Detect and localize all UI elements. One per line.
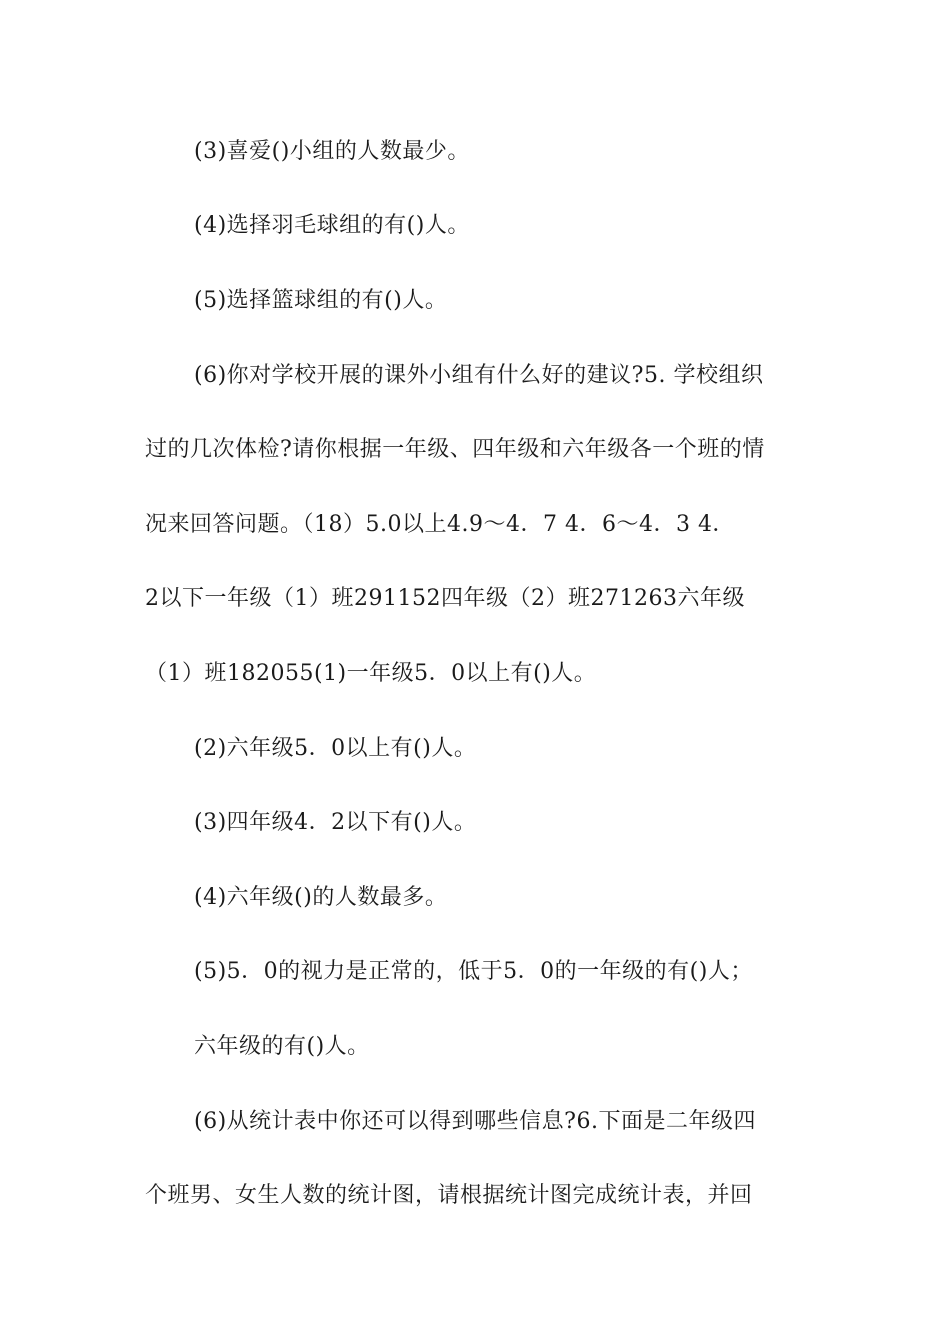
paragraph-line: 况来回答问题。（18）5.0以上4.9～4．7 4．6～4．3 4． [145, 512, 735, 537]
question-line: 六年级的有()人。 [194, 1034, 370, 1059]
paragraph-line: 过的几次体检?请你根据一年级、四年级和六年级各一个班的情 [145, 437, 765, 462]
paragraph-line: 个班男、女生人数的统计图，请根据统计图完成统计表，并回 [145, 1183, 753, 1208]
question-line: (2)六年级5．0以上有()人。 [194, 736, 477, 761]
question-line: (3)喜爱()小组的人数最少。 [194, 139, 470, 164]
question-line: (4)六年级()的人数最多。 [194, 885, 448, 910]
question-line: (6)你对学校开展的课外小组有什么好的建议?5. 学校组织 [194, 363, 764, 388]
paragraph-line: 2以下一年级（1）班291152四年级（2）班271263六年级 [145, 586, 745, 611]
question-line: (4)选择羽毛球组的有()人。 [194, 213, 470, 238]
paragraph-line: （1）班182055(1)一年级5．0以上有()人。 [145, 661, 597, 686]
question-line: (5)选择篮球组的有()人。 [194, 288, 448, 313]
question-line: (3)四年级4．2以下有()人。 [194, 810, 477, 835]
question-line: (5)5．0的视力是正常的，低于5．0的一年级的有()人； [194, 959, 753, 984]
question-line: (6)从统计表中你还可以得到哪些信息?6.下面是二年级四 [194, 1109, 756, 1134]
